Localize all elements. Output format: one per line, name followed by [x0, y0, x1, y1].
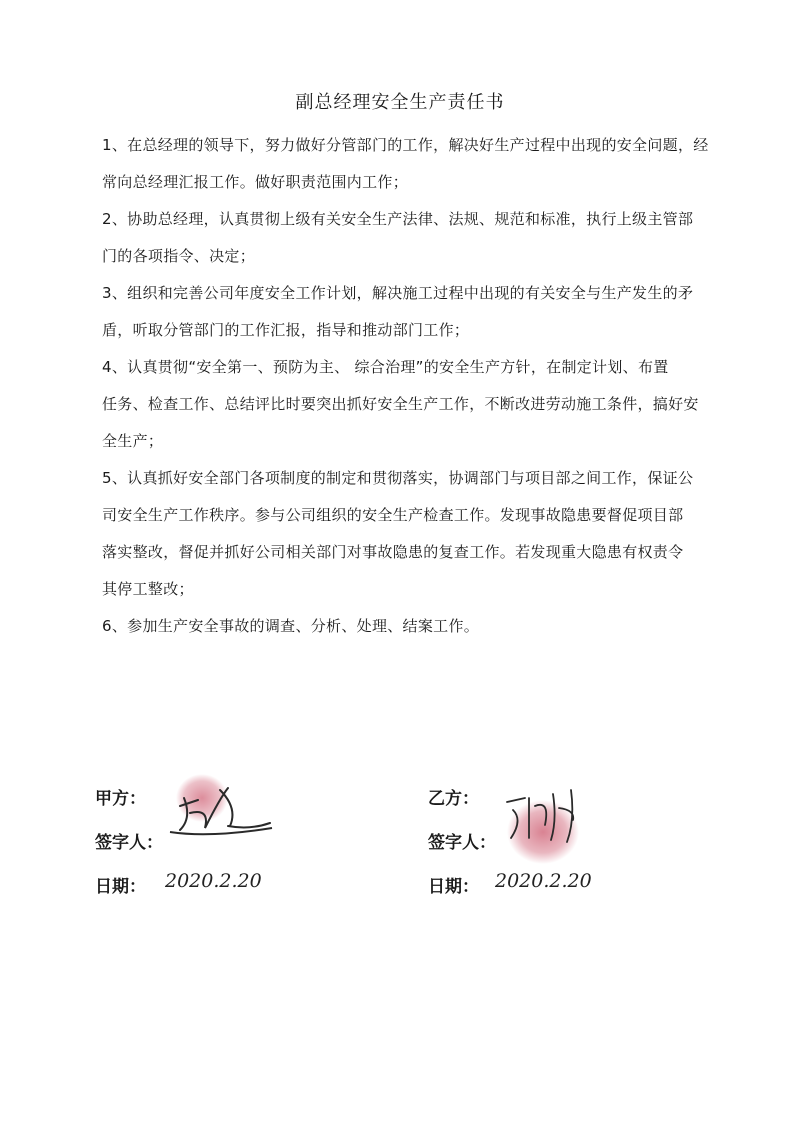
party-a-date-label: 日期：: [95, 877, 146, 897]
text-line: 门的各项指令、决定；: [102, 247, 256, 265]
text-line: 其停工整改；: [102, 580, 194, 598]
party-b-signer-label: 签字人：: [428, 833, 496, 853]
party-a-label: 甲方：: [95, 789, 146, 809]
text-line: 司安全生产工作秩序。参与公司组织的安全生产检查工作。发现事故隐患要督促项目部: [102, 506, 684, 524]
text-line: 盾，听取分管部门的工作汇报，指导和推动部门工作；: [102, 321, 470, 339]
text-line: 全生产；: [102, 432, 164, 450]
document-title: 副总经理安全生产责任书: [295, 92, 505, 113]
party-a-date-value: 2020.2.20: [165, 870, 262, 892]
text-line: 任务、检查工作、总结评比时要突出抓好安全生产工作，不断改进劳动施工条件，搞好安: [102, 395, 699, 413]
text-line: 1、在总经理的领导下，努力做好分管部门的工作，解决好生产过程中出现的安全问题，经: [102, 136, 709, 154]
party-b-date-label: 日期：: [428, 877, 479, 897]
party-a-signer-label: 签字人：: [95, 833, 163, 853]
party-b-date-value: 2020.2.20: [495, 870, 592, 892]
text-line: 落实整改，督促并抓好公司相关部门对事故隐患的复查工作。若发现重大隐患有权责令: [102, 543, 684, 561]
text-line: 4、认真贯彻“安全第一、预防为主、 综合治理”的安全生产方针，在制定计划、布置: [102, 358, 669, 376]
text-line: 常向总经理汇报工作。做好职责范围内工作；: [102, 173, 409, 191]
text-line: 2、协助总经理，认真贯彻上级有关安全生产法律、法规、规范和标准，执行上级主管部: [102, 210, 694, 228]
text-line: 3、组织和完善公司年度安全工作计划，解决施工过程中出现的有关安全与生产发生的矛: [102, 284, 694, 302]
text-line: 5、认真抓好安全部门各项制度的制定和贯彻落实，协调部门与项目部之间工作，保证公: [102, 469, 694, 487]
party-b-signature-seal: [495, 780, 605, 870]
text-line: 6、参加生产安全事故的调查、分析、处理、结案工作。: [102, 617, 480, 635]
party-a-signature-seal: [150, 768, 290, 848]
party-b-label: 乙方：: [428, 789, 479, 809]
